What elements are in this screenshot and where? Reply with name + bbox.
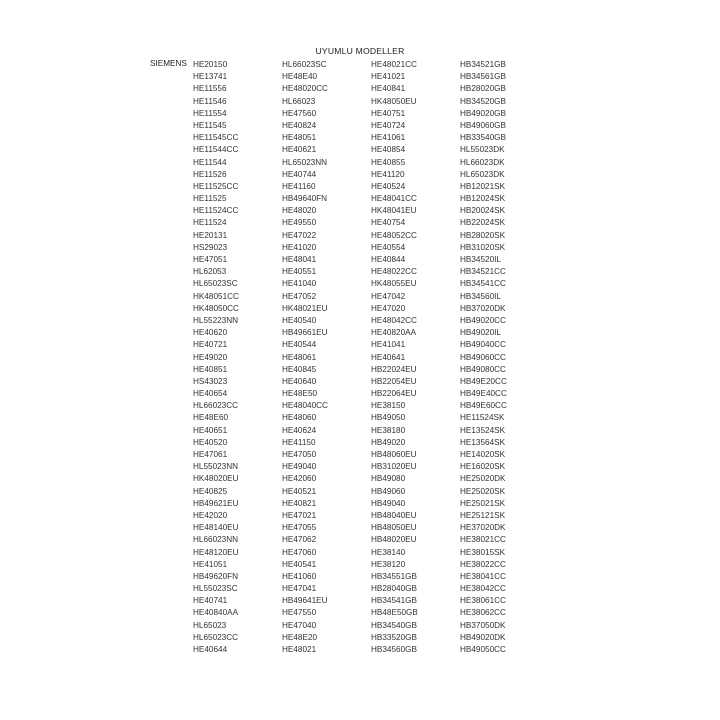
model-code: HK48020EU: [193, 474, 239, 484]
model-code: HE49020: [193, 352, 228, 362]
model-code: HE47022: [282, 230, 317, 240]
model-code: HB34521GB: [460, 60, 506, 69]
model-code: HE38015SK: [460, 547, 506, 557]
model-code: HB49620FN: [193, 571, 239, 581]
model-code: HE49040: [282, 462, 317, 472]
model-code: HE47020: [371, 303, 406, 313]
model-code: HE42060: [282, 474, 317, 484]
model-code: HE47051: [193, 255, 228, 264]
model-code: HB22054EU: [371, 376, 417, 386]
model-code: HE48E60: [193, 413, 229, 423]
model-code: HE11524CC: [193, 206, 239, 216]
model-code: HB22064EU: [371, 389, 417, 399]
model-code: HK48050EU: [371, 96, 417, 106]
model-code: HE48021CC: [371, 60, 417, 69]
brand-label: SIEMENS: [150, 59, 187, 68]
model-code: HB49621EU: [193, 498, 239, 508]
model-code: HE40841: [371, 84, 406, 94]
model-code: HE40520: [193, 437, 228, 447]
model-code: HE47052: [282, 291, 317, 301]
model-code: HE38042CC: [460, 584, 506, 594]
model-code: HB31020SK: [460, 242, 506, 252]
model-code: HB48050EU: [371, 523, 417, 533]
model-code: HE11525CC: [193, 181, 239, 191]
model-code: HB12021SK: [460, 181, 506, 191]
model-code: HE40724: [371, 120, 406, 130]
model-code: HE40651: [193, 425, 228, 435]
model-column-4: [460, 59, 507, 656]
model-code: HB12024SK: [460, 194, 506, 204]
model-code: HE42020: [193, 510, 228, 520]
model-code: HL66023DK: [460, 157, 505, 167]
model-code: HE41051: [193, 559, 228, 569]
model-code: HE38022CC: [460, 559, 506, 569]
model-code: HE37020DK: [460, 523, 506, 533]
model-code: HE48140EU: [193, 523, 239, 533]
model-code: HB49050CC: [460, 645, 506, 654]
model-code: HB49661EU: [282, 328, 328, 338]
model-code: HE40820AA: [371, 328, 417, 338]
model-code: HK48055EU: [371, 279, 417, 289]
model-code: HB37050DK: [460, 620, 506, 630]
model-code: HE25020DK: [460, 474, 506, 484]
model-code: HE13524SK: [460, 425, 506, 435]
model-code: HE48E50: [282, 389, 318, 399]
model-code: HE38180: [371, 425, 406, 435]
model-code: HL65023: [193, 620, 227, 630]
model-code: HL65023DK: [460, 169, 505, 179]
model-code: HE47550: [282, 608, 317, 618]
model-code: HE49550: [282, 218, 317, 228]
model-code: HL55023SC: [193, 584, 238, 594]
model-code: HL55023NN: [193, 462, 239, 472]
model-code: HE47055: [282, 523, 317, 533]
model-code: HE48061: [282, 352, 317, 362]
model-code: HE40855: [371, 157, 406, 167]
model-code: HB31020EU: [371, 462, 417, 472]
model-code: HE40741: [193, 596, 228, 606]
model-code: HL65023CC: [193, 632, 239, 642]
model-code: HE47060: [282, 547, 317, 557]
model-code: HB34541GB: [371, 596, 417, 606]
model-code: HE38021CC: [460, 535, 506, 545]
model-code: HB20024SK: [460, 206, 506, 216]
model-code: HK48041EU: [371, 206, 417, 216]
model-code: HE41060: [282, 571, 317, 581]
model-column-2: [282, 59, 328, 656]
model-code: HE11544CC: [193, 145, 239, 155]
model-code: HE40644: [193, 645, 228, 654]
model-code: HB28040GB: [371, 584, 417, 594]
model-code: HE48020CC: [282, 84, 328, 94]
model-code: HE16020SK: [460, 462, 506, 472]
model-code: HB49641EU: [282, 596, 328, 606]
model-code: HB34520GB: [460, 96, 506, 106]
model-code: HE47061: [193, 450, 228, 459]
model-code: HE40541: [282, 559, 317, 569]
model-code: HB34551GB: [371, 571, 417, 581]
model-code: HB49060GB: [460, 120, 506, 130]
model-code: HE25020SK: [460, 486, 506, 496]
model-code: HE38150: [371, 401, 406, 411]
model-code: HE41150: [282, 437, 316, 447]
model-code: HE47041: [282, 584, 317, 594]
model-code: HE40840AA: [193, 608, 239, 618]
model-code: HE40825: [193, 486, 228, 496]
model-code: HK48050CC: [193, 303, 239, 313]
model-code: HE48051: [282, 133, 317, 143]
model-column-3: [371, 59, 418, 656]
model-code: HK48021EU: [282, 303, 328, 313]
model-code: HB48060EU: [371, 450, 417, 459]
model-code: HS29023: [193, 242, 228, 252]
model-code: HL55023DK: [460, 145, 505, 155]
model-code: HE47040: [282, 620, 317, 630]
model-code: HL66023CC: [193, 401, 239, 411]
model-code: HE40845: [282, 364, 317, 374]
model-code: HE11545CC: [193, 133, 239, 143]
model-code: HE13564SK: [460, 437, 506, 447]
model-code: HE14020SK: [460, 450, 506, 459]
model-code: HB34560GB: [371, 645, 417, 654]
model-code: HE11544: [193, 157, 227, 167]
model-code: HE11525: [193, 194, 227, 204]
model-code: HB49020IL: [460, 328, 501, 338]
model-code: HE40851: [193, 364, 228, 374]
model-code: HB28020GB: [460, 84, 506, 94]
model-code: HE48E20: [282, 632, 318, 642]
model-code: HL66023: [282, 96, 316, 106]
model-code: HL66023SC: [282, 60, 327, 69]
model-code: HE41040: [282, 279, 317, 289]
model-code: HB49050: [371, 413, 406, 423]
model-code: HE40854: [371, 145, 406, 155]
model-code: HB49E60CC: [460, 401, 507, 411]
model-code: HE48041CC: [371, 194, 417, 204]
model-code: HE11556: [193, 84, 227, 94]
model-code: HS43023: [193, 376, 228, 386]
model-code: HB49080: [371, 474, 406, 484]
model-code: HE48120EU: [193, 547, 239, 557]
model-code: HE40521: [282, 486, 317, 496]
model-code: HE40821: [282, 498, 317, 508]
model-code: HB34560IL: [460, 291, 501, 301]
model-code: HE11546: [193, 96, 227, 106]
model-code: HE47062: [282, 535, 317, 545]
model-code: HB49020GB: [460, 108, 506, 118]
model-code: HE48042CC: [371, 315, 417, 325]
model-code: HE40620: [193, 328, 228, 338]
model-code: HL66023NN: [193, 535, 239, 545]
model-code: HE48021: [282, 645, 317, 654]
model-code: HE40641: [371, 352, 406, 362]
model-code: HE38120: [371, 559, 406, 569]
model-code: HE41120: [371, 169, 405, 179]
model-code: HE11526: [193, 169, 227, 179]
model-code: HE40640: [282, 376, 317, 386]
model-code: HE40551: [282, 267, 317, 277]
model-code: HE11545: [193, 120, 227, 130]
model-code: HE40654: [193, 389, 228, 399]
model-code: HE47560: [282, 108, 317, 118]
model-code: HE47050: [282, 450, 317, 459]
page-title: UYUMLU MODELLER: [315, 46, 405, 56]
model-code: HE48060: [282, 413, 317, 423]
model-code: HE40751: [371, 108, 406, 118]
model-code: HE48052CC: [371, 230, 417, 240]
model-code: HE48020: [282, 206, 317, 216]
model-code: HB49080CC: [460, 364, 506, 374]
model-code: HE11554: [193, 108, 227, 118]
model-code: HE38041CC: [460, 571, 506, 581]
model-code: HB49E40CC: [460, 389, 507, 399]
model-code: HE41160: [282, 181, 316, 191]
model-code: HE41021: [371, 72, 406, 82]
model-code: HE38061CC: [460, 596, 506, 606]
model-code: HE25021SK: [460, 498, 506, 508]
model-code: HE40721: [193, 340, 228, 350]
model-code: HB49020CC: [460, 315, 506, 325]
model-code: HB34541CC: [460, 279, 506, 289]
model-code: HB49020: [371, 437, 406, 447]
model-code: HB34540GB: [371, 620, 417, 630]
model-code: HE25121SK: [460, 510, 506, 520]
model-code: HE48E40: [282, 72, 318, 82]
model-code: HB49060: [371, 486, 406, 496]
model-code: HL62053: [193, 267, 227, 277]
model-code: HB48020EU: [371, 535, 417, 545]
model-code: HB49E20CC: [460, 376, 507, 386]
model-code: HB34521CC: [460, 267, 506, 277]
model-code: HE40540: [282, 315, 317, 325]
model-code: HB28020SK: [460, 230, 506, 240]
model-code: HE41020: [282, 242, 317, 252]
model-column-1: [193, 59, 239, 656]
model-code: HE20131: [193, 230, 228, 240]
model-code: HE40554: [371, 242, 406, 252]
model-code: HE40524: [371, 181, 406, 191]
model-code: HB34561GB: [460, 72, 506, 82]
model-code: HE40544: [282, 340, 317, 350]
model-code: HE40754: [371, 218, 406, 228]
model-code: HB49040CC: [460, 340, 506, 350]
model-code: HE47021: [282, 510, 317, 520]
model-code: HE40824: [282, 120, 317, 130]
model-code: HE40624: [282, 425, 317, 435]
model-code: HB48E50GB: [371, 608, 418, 618]
model-code: HE11524: [193, 218, 227, 228]
model-code: HL65023NN: [282, 157, 328, 167]
model-code: HE38062CC: [460, 608, 506, 618]
model-code: HE13741: [193, 72, 228, 82]
model-code: HB37020DK: [460, 303, 506, 313]
model-code: HE41041: [371, 340, 406, 350]
model-code: HK48051CC: [193, 291, 239, 301]
model-code: HE40844: [371, 255, 406, 264]
model-code: HB22024SK: [460, 218, 506, 228]
model-code: HB33520GB: [371, 632, 417, 642]
model-code: HB49640FN: [282, 194, 328, 204]
model-code: HB48040EU: [371, 510, 417, 520]
model-code: HE41061: [371, 133, 406, 143]
model-code: HE47042: [371, 291, 406, 301]
model-code: HB22024EU: [371, 364, 417, 374]
model-code: HL55223NN: [193, 315, 239, 325]
model-code: HB49060CC: [460, 352, 506, 362]
model-code: HE38140: [371, 547, 406, 557]
model-code: HE40744: [282, 169, 317, 179]
model-code: HE48040CC: [282, 401, 328, 411]
model-code: HE40621: [282, 145, 317, 155]
model-code: HB33540GB: [460, 133, 506, 143]
model-code: HL65023SC: [193, 279, 238, 289]
model-code: HB49020DK: [460, 632, 506, 642]
model-code: HE48022CC: [371, 267, 417, 277]
model-code: HE11524SK: [460, 413, 505, 423]
model-code: HB49040: [371, 498, 406, 508]
model-code: HB34520IL: [460, 255, 501, 264]
model-code: HE20150: [193, 60, 228, 69]
model-code: HE48041: [282, 255, 317, 264]
